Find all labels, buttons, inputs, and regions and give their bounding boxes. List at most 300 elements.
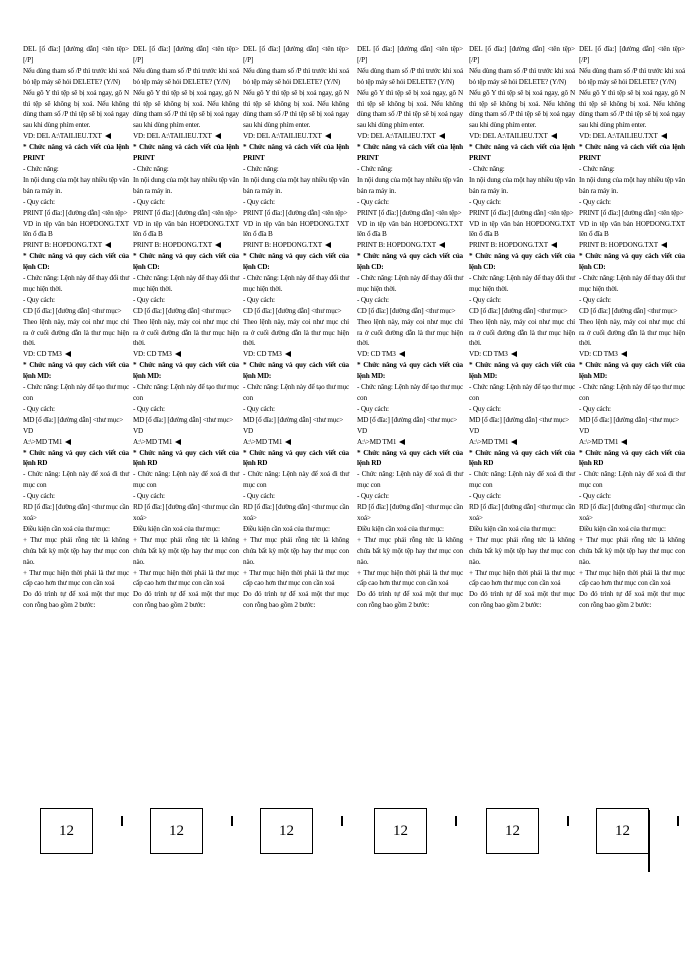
text-line — [133, 568, 239, 590]
column-text — [469, 44, 575, 611]
text-line — [133, 66, 239, 88]
text-line — [133, 382, 239, 404]
text-line — [23, 306, 129, 317]
enter-arrow-icon — [551, 242, 557, 248]
line-text: MD [ổ đĩa:] [đường dẫn] <thư mục> — [357, 415, 458, 424]
line-text: VD: DEL A:\TAILIEU.TXT — [243, 132, 322, 141]
line-text: Điều kiện cần xoá của thư mục: — [357, 524, 444, 533]
text-line — [357, 404, 463, 415]
text-line — [469, 349, 575, 360]
line-text: - Quy cách: — [579, 197, 611, 206]
text-line — [357, 273, 463, 295]
line-text: A:\>MD TM1 — [133, 437, 173, 446]
line-text: + Thư mục hiện thời phải là thư mục cấp cao hơn thư mục con cần xoá — [469, 568, 575, 588]
line-text: * Chức năng và quy cách viết của lệnh RD — [357, 448, 463, 468]
text-line — [469, 273, 575, 295]
text-line — [579, 535, 685, 568]
text-line — [133, 589, 239, 611]
line-text: * Chức năng và cách viết của lệnh PRINT — [133, 143, 239, 163]
line-text: VD: DEL A:\TAILIEU.TXT — [23, 132, 102, 141]
text-line — [23, 164, 129, 175]
line-text: VD: CD TM3 — [23, 350, 62, 359]
text-line — [579, 273, 685, 295]
line-text: Do đó trình tự để xoá một thư mục con rỗng bao gồm 2 bước: — [579, 590, 685, 610]
line-text: Theo lệnh này, máy coi như mục chỉ ra ở cuối đường dẫn là thư mục hiện thời. — [357, 317, 463, 348]
line-text: * Chức năng và quy cách viết của lệnh RD — [579, 448, 685, 468]
line-text: In nội dung của một hay nhiều tệp văn bản ra máy in. — [579, 175, 685, 195]
line-text: - Chức năng: Lệnh này để thay đổi thư mục hiện thời. — [23, 274, 129, 293]
text-line — [579, 219, 685, 241]
text-line — [357, 437, 463, 448]
section-heading — [243, 142, 349, 164]
line-text: * Chức năng và quy cách viết của lệnh CD: — [357, 252, 463, 272]
section-heading — [133, 360, 239, 382]
enter-arrow-icon — [439, 133, 445, 139]
line-text: * Chức năng và cách viết của lệnh PRINT — [23, 143, 129, 163]
page-number-box — [150, 808, 203, 854]
section-heading — [133, 251, 239, 273]
line-text: VD in tệp văn bản HOPDONG.TXT lên ổ đĩa B — [133, 219, 239, 239]
text-line — [357, 197, 463, 208]
line-text: Nếu gõ Y thì tệp sẽ bị xoá ngay, gõ N thì tệp sẽ không bị xoá. Nếu không dùng tham số /P thì tệp sẽ bị xoá ngay sau khi dùng phím enter. — [579, 88, 685, 130]
text-line — [133, 469, 239, 491]
line-text: * Chức năng và cách viết của lệnh PRINT — [579, 143, 685, 163]
line-text: - Quy cách: — [357, 492, 389, 501]
line-text: - Chức năng: Lệnh này để thay đổi thư mục hiện thời. — [243, 274, 349, 293]
line-text: Nếu gõ Y thì tệp sẽ bị xoá ngay, gõ N thì tệp sẽ không bị xoá. Nếu không dùng tham số /P thì tệp sẽ bị xoá ngay sau khi dùng phím enter. — [469, 88, 575, 130]
line-text: * Chức năng và quy cách viết của lệnh CD: — [579, 252, 685, 272]
line-text: Do đó trình tự để xoá một thư mục con rỗng bao gồm 2 bước: — [243, 590, 349, 610]
line-text: + Thư mục phải rỗng tức là không chứa bất kỳ một tệp hay thư mục con nào. — [579, 535, 685, 566]
text-line — [133, 208, 239, 219]
line-text: - Chức năng: Lệnh này để xoá đi thư mục con — [469, 470, 575, 490]
line-text: Do đó trình tự để xoá một thư mục con rỗng bao gồm 2 bước: — [133, 590, 239, 610]
line-text: Do đó trình tự để xoá một thư mục con rỗng bao gồm 2 bước: — [23, 590, 129, 610]
line-text: RD [ổ đĩa:] [đường dẫn] <thư mục cần xoá> — [243, 503, 349, 522]
section-heading — [579, 360, 685, 382]
text-line — [133, 164, 239, 175]
line-text: Điều kiện cần xoá của thư mục: — [133, 524, 220, 533]
text-line — [357, 240, 463, 251]
text-line — [243, 273, 349, 295]
line-text: - Quy cách: — [133, 197, 165, 206]
text-line — [23, 175, 129, 197]
line-text: + Thư mục phải rỗng tức là không chứa bất kỳ một tệp hay thư mục con nào. — [23, 535, 129, 566]
line-text: - Chức năng: Lệnh này để thay đổi thư mục hiện thời. — [469, 274, 575, 293]
text-line — [357, 131, 463, 142]
text-line — [579, 240, 685, 251]
text-line — [357, 469, 463, 491]
text-line — [133, 88, 239, 132]
line-text: PRINT [ổ đĩa:] [đường dẫn] <tên tệp> — [469, 208, 574, 217]
text-line — [357, 415, 463, 426]
line-text: * Chức năng và quy cách viết của lệnh RD — [23, 448, 129, 468]
text-line — [469, 568, 575, 590]
line-text: VD in tệp văn bản HOPDONG.TXT lên ổ đĩa B — [357, 219, 463, 239]
line-text: MD [ổ đĩa:] [đường dẫn] <thư mục> — [23, 415, 124, 424]
line-text: - Chức năng: Lệnh này để xoá đi thư mục con — [133, 470, 239, 490]
page-number-box — [40, 808, 93, 854]
enter-arrow-icon — [215, 133, 221, 139]
line-text: DEL [ổ đĩa:] [đường dẫn] <tên tệp> [/P] — [579, 45, 685, 64]
text-line — [579, 589, 685, 611]
text-line — [579, 437, 685, 448]
text-line — [469, 44, 575, 66]
section-heading — [469, 448, 575, 470]
text-line — [469, 404, 575, 415]
text-line — [23, 404, 129, 415]
text-line — [23, 415, 129, 426]
line-text: - Chức năng: Lệnh này để xoá đi thư mục con — [357, 470, 463, 490]
line-text: - Quy cách: — [133, 492, 165, 501]
text-line — [243, 415, 349, 426]
enter-arrow-icon — [621, 439, 627, 445]
section-heading — [23, 448, 129, 470]
text-line — [357, 535, 463, 568]
text-line — [243, 426, 349, 437]
line-text: MD [ổ đĩa:] [đường dẫn] <thư mục> — [579, 415, 680, 424]
line-text: * Chức năng và cách viết của lệnh PRINT — [243, 143, 349, 163]
text-line — [133, 535, 239, 568]
line-text: RD [ổ đĩa:] [đường dẫn] <thư mục cần xoá> — [579, 503, 685, 522]
column-text — [23, 44, 129, 611]
line-text: CD [ổ đĩa:] [đường dẫn] <thư mục> — [23, 306, 122, 315]
line-text: A:\>MD TM1 — [469, 437, 509, 446]
section-heading — [357, 360, 463, 382]
line-text: PRINT B: HOPDONG.TXT — [23, 241, 102, 250]
line-text: * Chức năng và cách viết của lệnh PRINT — [469, 143, 575, 163]
text-line — [133, 502, 239, 524]
text-line — [133, 219, 239, 241]
text-line — [23, 131, 129, 142]
text-line — [469, 589, 575, 611]
line-text: + Thư mục hiện thời phải là thư mục cấp cao hơn thư mục con cần xoá — [23, 568, 129, 588]
line-text: Nếu dùng tham số /P thì trước khi xoá bỏ tệp máy sẽ hỏi DELETE? (Y/N) — [23, 66, 129, 86]
line-text: - Chức năng: — [23, 164, 59, 173]
text-line — [23, 317, 129, 350]
section-heading — [469, 251, 575, 273]
text-line — [23, 535, 129, 568]
line-text: Do đó trình tự để xoá một thư mục con rỗng bao gồm 2 bước: — [357, 590, 463, 610]
text-line — [23, 426, 129, 437]
line-text: - Quy cách: — [357, 404, 389, 413]
text-line — [133, 197, 239, 208]
section-heading — [133, 142, 239, 164]
line-text: - Quy cách: — [469, 295, 501, 304]
line-text: - Quy cách: — [469, 492, 501, 501]
text-line — [243, 317, 349, 350]
line-text: - Chức năng: Lệnh này để thay đổi thư mục hiện thời. — [133, 274, 239, 293]
line-text: - Chức năng: Lệnh này để tạo thư mục con — [469, 383, 575, 402]
text-line — [133, 317, 239, 350]
line-text: + Thư mục hiện thời phải là thư mục cấp cao hơn thư mục con cần xoá — [133, 568, 239, 588]
text-line — [133, 295, 239, 306]
line-text: - Chức năng: Lệnh này để tạo thư mục con — [133, 383, 239, 402]
text-line — [357, 568, 463, 590]
line-text: - Quy cách: — [243, 492, 275, 501]
text-line — [579, 382, 685, 404]
text-line — [23, 469, 129, 491]
line-text: Điều kiện cần xoá của thư mục: — [469, 524, 556, 533]
text-line — [357, 44, 463, 66]
text-line — [133, 131, 239, 142]
enter-arrow-icon — [285, 351, 291, 357]
section-heading — [579, 251, 685, 273]
line-text: * Chức năng và quy cách viết của lệnh CD: — [133, 252, 239, 272]
line-text: - Quy cách: — [133, 295, 165, 304]
line-text: VD — [243, 426, 254, 435]
line-text: VD in tệp văn bản HOPDONG.TXT lên ổ đĩa B — [469, 219, 575, 239]
line-text: - Chức năng: Lệnh này để thay đổi thư mục hiện thời. — [579, 274, 685, 293]
line-text: - Chức năng: — [579, 164, 615, 173]
section-heading — [579, 448, 685, 470]
section-heading — [357, 448, 463, 470]
text-line — [469, 317, 575, 350]
enter-arrow-icon — [215, 242, 221, 248]
text-line — [579, 208, 685, 219]
text-line — [23, 240, 129, 251]
text-line — [243, 131, 349, 142]
line-text: In nội dung của một hay nhiều tệp văn bản ra máy in. — [133, 175, 239, 195]
text-line — [23, 349, 129, 360]
enter-arrow-icon — [65, 351, 71, 357]
text-line — [23, 197, 129, 208]
line-text: PRINT [ổ đĩa:] [đường dẫn] <tên tệp> — [243, 208, 348, 217]
text-line — [23, 88, 129, 132]
enter-arrow-icon — [325, 242, 331, 248]
line-text: RD [ổ đĩa:] [đường dẫn] <thư mục cần xoá> — [469, 503, 575, 522]
enter-arrow-icon — [511, 439, 517, 445]
section-heading — [243, 448, 349, 470]
line-text: + Thư mục phải rỗng tức là không chứa bất kỳ một tệp hay thư mục con nào. — [357, 535, 463, 566]
text-line — [469, 415, 575, 426]
line-text: PRINT B: HOPDONG.TXT — [133, 241, 212, 250]
text-line — [469, 524, 575, 535]
text-line — [357, 491, 463, 502]
line-text: PRINT B: HOPDONG.TXT — [243, 241, 322, 250]
text-line — [133, 415, 239, 426]
text-line — [579, 524, 685, 535]
line-text: DEL [ổ đĩa:] [đường dẫn] <tên tệp> [/P] — [23, 45, 129, 64]
page-number: 12 — [615, 822, 630, 839]
text-line — [579, 404, 685, 415]
text-line — [23, 66, 129, 88]
end-mark — [677, 816, 679, 826]
line-text: * Chức năng và quy cách viết của lệnh CD: — [23, 252, 129, 272]
section-heading — [469, 142, 575, 164]
line-text: - Chức năng: Lệnh này để xoá đi thư mục con — [23, 470, 129, 490]
text-line — [357, 349, 463, 360]
column-text — [357, 44, 463, 611]
line-text: VD in tệp văn bản HOPDONG.TXT lên ổ đĩa B — [579, 219, 685, 239]
line-text: CD [ổ đĩa:] [đường dẫn] <thư mục> — [579, 306, 678, 315]
line-text: + Thư mục phải rỗng tức là không chứa bất kỳ một tệp hay thư mục con nào. — [133, 535, 239, 566]
line-text: - Quy cách: — [243, 197, 275, 206]
text-line — [243, 437, 349, 448]
enter-arrow-icon — [325, 133, 331, 139]
page-number: 12 — [279, 822, 294, 839]
line-text: A:\>MD TM1 — [23, 437, 63, 446]
line-text: Theo lệnh này, máy coi như mục chỉ ra ở cuối đường dẫn là thư mục hiện thời. — [469, 317, 575, 348]
enter-arrow-icon — [65, 439, 71, 445]
line-text: * Chức năng và quy cách viết của lệnh MD: — [133, 361, 239, 381]
section-heading — [23, 142, 129, 164]
text-line — [357, 175, 463, 197]
enter-arrow-icon — [661, 133, 667, 139]
line-text: VD: DEL A:\TAILIEU.TXT — [357, 132, 436, 141]
enter-arrow-icon — [175, 439, 181, 445]
text-line — [357, 502, 463, 524]
line-text: Điều kiện cần xoá của thư mục: — [23, 524, 110, 533]
text-line — [357, 66, 463, 88]
text-line — [243, 66, 349, 88]
text-line — [579, 295, 685, 306]
line-text: - Quy cách: — [23, 295, 55, 304]
text-line — [23, 502, 129, 524]
text-line — [133, 426, 239, 437]
line-text: - Quy cách: — [469, 197, 501, 206]
line-text: - Quy cách: — [579, 492, 611, 501]
section-heading — [243, 360, 349, 382]
text-line — [243, 502, 349, 524]
line-text: PRINT B: HOPDONG.TXT — [469, 241, 548, 250]
line-text: - Quy cách: — [243, 295, 275, 304]
text-line — [23, 491, 129, 502]
line-text: In nội dung của một hay nhiều tệp văn bản ra máy in. — [469, 175, 575, 195]
text-line — [243, 524, 349, 535]
text-line — [133, 273, 239, 295]
line-text: - Quy cách: — [243, 404, 275, 413]
text-line — [469, 295, 575, 306]
line-text: CD [ổ đĩa:] [đường dẫn] <thư mục> — [469, 306, 568, 315]
section-heading — [357, 251, 463, 273]
line-text: - Quy cách: — [579, 404, 611, 413]
text-line — [469, 469, 575, 491]
text-line — [243, 404, 349, 415]
enter-arrow-icon — [285, 439, 291, 445]
text-line — [579, 426, 685, 437]
text-line — [133, 44, 239, 66]
text-line — [133, 306, 239, 317]
text-line — [243, 295, 349, 306]
line-text: CD [ổ đĩa:] [đường dẫn] <thư mục> — [243, 306, 342, 315]
line-text: RD [ổ đĩa:] [đường dẫn] <thư mục cần xoá> — [357, 503, 463, 522]
line-text: - Chức năng: — [243, 164, 279, 173]
line-text: VD: CD TM3 — [357, 350, 396, 359]
line-text: PRINT [ổ đĩa:] [đường dẫn] <tên tệp> — [133, 208, 238, 217]
line-text: VD — [23, 426, 34, 435]
line-text: - Quy cách: — [23, 197, 55, 206]
enter-arrow-icon — [551, 133, 557, 139]
text-line — [357, 524, 463, 535]
text-line — [357, 295, 463, 306]
line-text: In nội dung của một hay nhiều tệp văn bản ra máy in. — [243, 175, 349, 195]
line-text: VD: CD TM3 — [469, 350, 508, 359]
text-line — [23, 273, 129, 295]
text-line — [23, 437, 129, 448]
text-line — [243, 382, 349, 404]
text-line — [23, 589, 129, 611]
line-text: - Quy cách: — [579, 295, 611, 304]
line-text: Nếu gõ Y thì tệp sẽ bị xoá ngay, gõ N thì tệp sẽ không bị xoá. Nếu không dùng tham số /P thì tệp sẽ bị xoá ngay sau khi dùng phím enter. — [133, 88, 239, 130]
line-text: Nếu dùng tham số /P thì trước khi xoá bỏ tệp máy sẽ hỏi DELETE? (Y/N) — [133, 66, 239, 86]
line-text: * Chức năng và quy cách viết của lệnh MD: — [23, 361, 129, 381]
text-line — [579, 66, 685, 88]
line-text: Điều kiện cần xoá của thư mục: — [579, 524, 666, 533]
page-number: 12 — [505, 822, 520, 839]
text-line — [579, 88, 685, 132]
line-text: - Chức năng: Lệnh này để thay đổi thư mục hiện thời. — [357, 274, 463, 293]
section-heading — [23, 360, 129, 382]
text-line — [133, 240, 239, 251]
text-line — [243, 88, 349, 132]
line-text: Nếu gõ Y thì tệp sẽ bị xoá ngay, gõ N thì tệp sẽ không bị xoá. Nếu không dùng tham số /P thì tệp sẽ bị xoá ngay sau khi dùng phím enter. — [357, 88, 463, 130]
enter-arrow-icon — [399, 439, 405, 445]
line-text: A:\>MD TM1 — [579, 437, 619, 446]
enter-arrow-icon — [439, 242, 445, 248]
line-text: VD: DEL A:\TAILIEU.TXT — [133, 132, 212, 141]
line-text: VD — [133, 426, 144, 435]
enter-arrow-icon — [105, 133, 111, 139]
text-line — [243, 349, 349, 360]
line-text: * Chức năng và quy cách viết của lệnh MD: — [579, 361, 685, 381]
line-text: MD [ổ đĩa:] [đường dẫn] <thư mục> — [469, 415, 570, 424]
line-text: VD: CD TM3 — [133, 350, 172, 359]
section-heading — [133, 448, 239, 470]
enter-arrow-icon — [175, 351, 181, 357]
line-text: * Chức năng và quy cách viết của lệnh CD: — [469, 252, 575, 272]
end-mark — [455, 816, 457, 826]
margin-bar — [648, 810, 650, 872]
text-line — [357, 88, 463, 132]
text-line — [243, 164, 349, 175]
line-text: RD [ổ đĩa:] [đường dẫn] <thư mục cần xoá> — [133, 503, 239, 522]
line-text: + Thư mục hiện thời phải là thư mục cấp cao hơn thư mục con cần xoá — [243, 568, 349, 588]
line-text: - Chức năng: Lệnh này để tạo thư mục con — [23, 383, 129, 402]
text-line — [579, 131, 685, 142]
text-line — [23, 382, 129, 404]
line-text: - Quy cách: — [469, 404, 501, 413]
text-line — [579, 568, 685, 590]
line-text: * Chức năng và cách viết của lệnh PRINT — [357, 143, 463, 163]
text-line — [243, 44, 349, 66]
text-line — [469, 66, 575, 88]
text-line — [243, 469, 349, 491]
page-number: 12 — [169, 822, 184, 839]
column-text — [579, 44, 685, 611]
line-text: * Chức năng và quy cách viết của lệnh MD: — [357, 361, 463, 381]
enter-arrow-icon — [511, 351, 517, 357]
text-line — [579, 491, 685, 502]
line-text: * Chức năng và quy cách viết của lệnh MD: — [469, 361, 575, 381]
line-text: Theo lệnh này, máy coi như mục chỉ ra ở cuối đường dẫn là thư mục hiện thời. — [243, 317, 349, 348]
line-text: * Chức năng và quy cách viết của lệnh MD: — [243, 361, 349, 381]
text-line — [133, 404, 239, 415]
text-line — [243, 568, 349, 590]
enter-arrow-icon — [661, 242, 667, 248]
line-text: * Chức năng và quy cách viết của lệnh CD: — [243, 252, 349, 272]
text-line — [469, 208, 575, 219]
enter-arrow-icon — [105, 242, 111, 248]
text-line — [579, 175, 685, 197]
column-text — [243, 44, 349, 611]
text-line — [579, 349, 685, 360]
line-text: PRINT [ổ đĩa:] [đường dẫn] <tên tệp> — [579, 208, 684, 217]
text-line — [23, 568, 129, 590]
page-number: 12 — [59, 822, 74, 839]
line-text: VD in tệp văn bản HOPDONG.TXT lên ổ đĩa B — [243, 219, 349, 239]
text-line — [469, 502, 575, 524]
